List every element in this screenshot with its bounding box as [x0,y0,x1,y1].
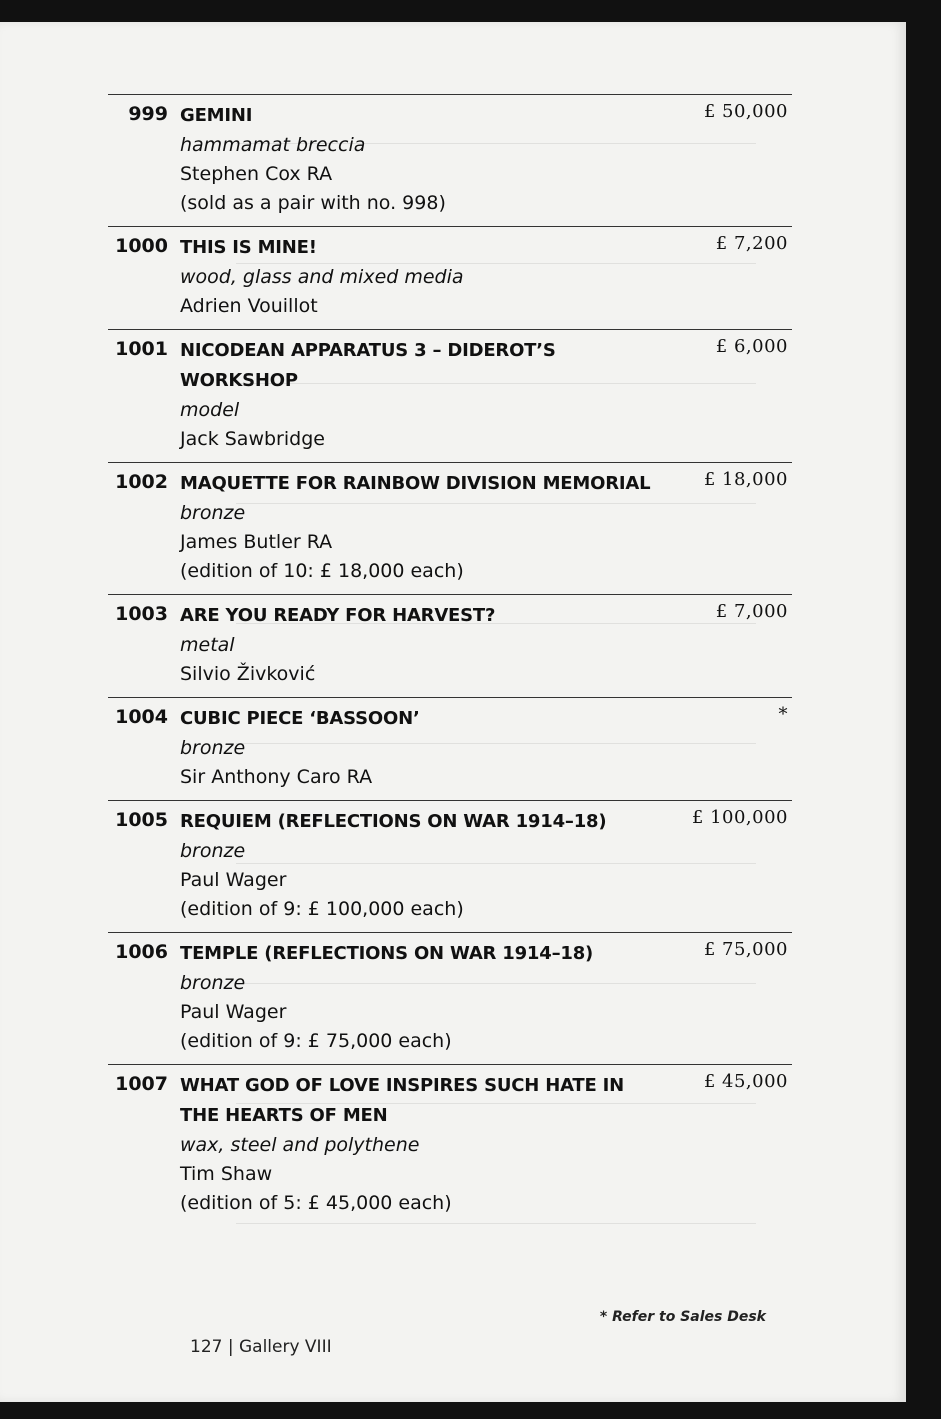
lot-price: £ 6,000 [715,336,788,357]
catalogue-page [0,22,906,1402]
lot-title: MAQUETTE FOR RAINBOW DIVISION MEMORIAL [180,473,651,494]
lot-number: 1002 [115,471,168,493]
lot-title: THIS IS MINE! [180,237,317,258]
lot-title: REQUIEM (REFLECTIONS ON WAR 1914–18) [180,811,607,832]
lot-note: (sold as a pair with no. 998) [180,192,446,214]
lot-list [108,94,792,1226]
lot-artist: James Butler RA [180,531,333,553]
lot-artist: Paul Wager [180,1001,287,1023]
lot-number: 1000 [115,235,168,257]
lot-title: GEMINI [180,105,253,126]
lot-price: £ 18,000 [703,469,788,490]
lot-note: (edition of 5: £ 45,000 each) [180,1192,452,1214]
lot-medium: wax, steel and polythene [180,1134,420,1156]
lot-medium: hammamat breccia [180,134,366,156]
lot-note: (edition of 9: £ 100,000 each) [180,898,464,920]
lot-medium: metal [180,634,235,656]
lot-title: WHAT GOD OF LOVE INSPIRES SUCH HATE IN THE HEARTS OF MEN [180,1075,625,1126]
lot-entry [108,1064,792,1226]
lot-artist: Tim Shaw [180,1163,273,1185]
lot-entry [108,594,792,697]
lot-price: £ 100,000 [691,807,788,828]
lot-number: 1001 [115,338,168,360]
lot-number: 1004 [115,706,168,728]
lot-price: £ 45,000 [703,1071,788,1092]
lot-title: ARE YOU READY FOR HARVEST? [180,605,496,626]
lot-artist: Jack Sawbridge [180,428,325,450]
page-folio: 127 | Gallery VIII [190,1337,332,1357]
lot-title: NICODEAN APPARATUS 3 – DIDEROT’S WORKSHOP [180,340,556,391]
lot-medium: wood, glass and mixed media [180,266,464,288]
lot-medium: model [180,399,240,421]
lot-entry [108,462,792,594]
lot-artist: Paul Wager [180,869,287,891]
sales-desk-footnote: * Refer to Sales Desk [599,1309,766,1325]
lot-price-asterisk: * [778,704,788,725]
lot-entry [108,800,792,932]
lot-entry [108,226,792,329]
lot-artist: Adrien Vouillot [180,295,318,317]
lot-entry [108,94,792,226]
lot-artist: Stephen Cox RA [180,163,333,185]
lot-price: £ 7,200 [715,233,788,254]
lot-number: 1003 [115,603,168,625]
lot-price: £ 75,000 [703,939,788,960]
lot-artist: Silvio Živković [180,663,316,685]
lot-note: (edition of 10: £ 18,000 each) [180,560,464,582]
lot-note: (edition of 9: £ 75,000 each) [180,1030,452,1052]
lot-number: 1007 [115,1073,168,1095]
lot-medium: bronze [180,972,246,994]
lot-entry [108,697,792,800]
lot-medium: bronze [180,840,246,862]
lot-entry [108,329,792,462]
lot-artist: Sir Anthony Caro RA [180,766,373,788]
lot-price: £ 50,000 [703,101,788,122]
lot-title: TEMPLE (REFLECTIONS ON WAR 1914–18) [180,943,594,964]
lot-medium: bronze [180,502,246,524]
lot-medium: bronze [180,737,246,759]
lot-number: 999 [128,103,168,125]
lot-number: 1005 [115,809,168,831]
lot-number: 1006 [115,941,168,963]
lot-title: CUBIC PIECE ‘BASSOON’ [180,708,420,729]
lot-entry [108,932,792,1064]
lot-price: £ 7,000 [715,601,788,622]
